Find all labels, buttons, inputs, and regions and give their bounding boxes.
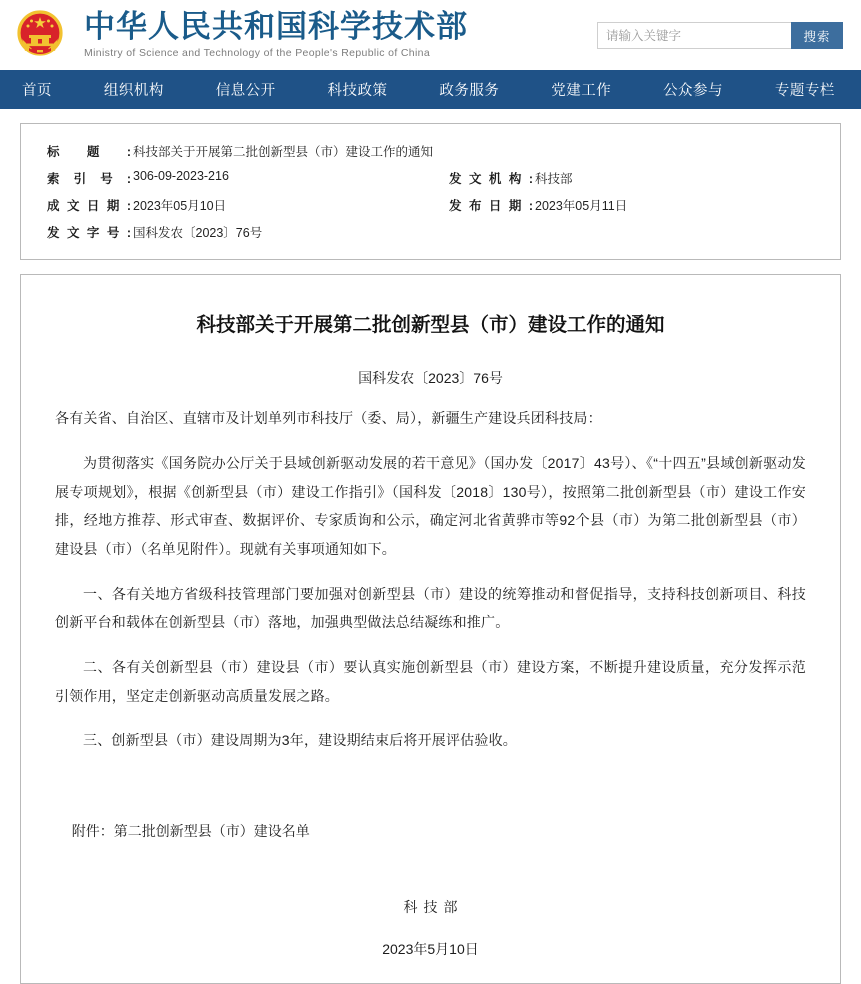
- document-paragraph-item-3: 三、创新型县（市）建设周期为3年，建设期结束后将开展评估验收。: [83, 732, 517, 749]
- meta-spacer-3: [449, 223, 535, 241]
- main-navigation: [0, 70, 861, 109]
- search-box: [597, 22, 843, 49]
- meta-value-issuing-org: 科技部: [535, 172, 573, 186]
- nav-item-participation[interactable]: 公众参与: [663, 83, 724, 99]
- meta-value-publish-date: 2023年05月11日: [535, 199, 628, 213]
- meta-value-title: 科技部关于开展第二批创新型县（市）建设工作的通知: [133, 145, 434, 159]
- search-button[interactable]: 搜索: [791, 22, 843, 49]
- meta-value-written-date: 2023年05月10日: [133, 199, 227, 213]
- nav-item-disclosure[interactable]: 信息公开: [215, 83, 276, 99]
- meta-value-doc-number: 国科发农〔2023〕76号: [133, 226, 263, 240]
- meta-label-publish-date: 发布日期 :: [449, 196, 535, 214]
- document-addressee: 各有关省、自治区、直辖市及计划单列市科技厅（委、局），新疆生产建设兵团科技局：: [55, 410, 602, 427]
- nav-item-services[interactable]: 政务服务: [439, 83, 500, 99]
- site-header: [0, 0, 861, 70]
- signature-organization: 科技部: [403, 899, 464, 916]
- document-title: 科技部关于开展第二批创新型县（市）建设工作的通知: [196, 315, 665, 336]
- page-body: [0, 123, 861, 984]
- nav-item-home[interactable]: 首页: [22, 83, 52, 99]
- nav-item-special[interactable]: 专题专栏: [774, 83, 835, 99]
- document-content-card: [20, 274, 841, 984]
- meta-spacer-4: [535, 223, 814, 241]
- meta-label-index: 索引号 :: [47, 169, 133, 187]
- document-paragraph-item-1: 一、各有关地方省级科技管理部门要加强对创新型县（市）建设的统筹推动和督促指导，支持科技创新项目、科技创新平台和载体在创新型县（市）落地，加强典型做法总结凝练和推广。: [55, 585, 806, 631]
- meta-spacer-2: [535, 142, 814, 160]
- document-attachment: 附件：第二批创新型县（市）建设名单: [71, 823, 310, 840]
- site-brand: [84, 10, 468, 60]
- nav-item-policy[interactable]: 科技政策: [327, 83, 388, 99]
- meta-spacer-1: [449, 142, 535, 160]
- nav-item-party-work[interactable]: 党建工作: [551, 83, 612, 99]
- meta-label-issuing-org: 发文机构 :: [449, 169, 535, 187]
- document-paragraph-item-2: 二、各有关创新型县（市）建设县（市）要认真实施创新型县（市）建设方案，不断提升建设质量，充分发挥示范引领作用，坚定走创新驱动高质量发展之路。: [55, 659, 806, 704]
- document-paragraph-intro: 为贯彻落实《国务院办公厅关于县域创新驱动发展的若干意见》（国办发〔2017〕43号）、《“十四五”县域创新驱动发展专项规划》，根据《创新型县（市）建设工作指引》（国科发〔2018〕130号），按照第二批创新型县（市）建设工作安排，经地方推荐、形式审查、数据评价、专家质询和公示，确定河北省黄骅市等92个县（市）为第二批创新型县（市）建设县（市）（名单见附件）。现就有关事项通知如下。: [55, 454, 806, 557]
- meta-label-title: 标题 :: [47, 142, 133, 160]
- nav-item-organization[interactable]: 组织机构: [103, 83, 164, 99]
- metadata-grid: [47, 142, 814, 241]
- search-input[interactable]: [597, 22, 791, 49]
- site-title-en: Ministry of Science and Technology of the People's Republic of China: [84, 47, 431, 60]
- meta-value-index: 306-09-2023-216: [133, 169, 229, 183]
- china-national-emblem-icon: [12, 7, 68, 63]
- signature-date: 2023年5月10日: [382, 941, 479, 958]
- document-signature: [55, 897, 806, 959]
- document-number: 国科发农〔2023〕76号: [358, 370, 503, 387]
- document-metadata-card: [20, 123, 841, 260]
- site-title-cn: 中华人民共和国科学技术部: [84, 8, 468, 44]
- meta-label-doc-number: 发文字号 :: [47, 223, 133, 241]
- meta-label-written-date: 成文日期 :: [47, 196, 133, 214]
